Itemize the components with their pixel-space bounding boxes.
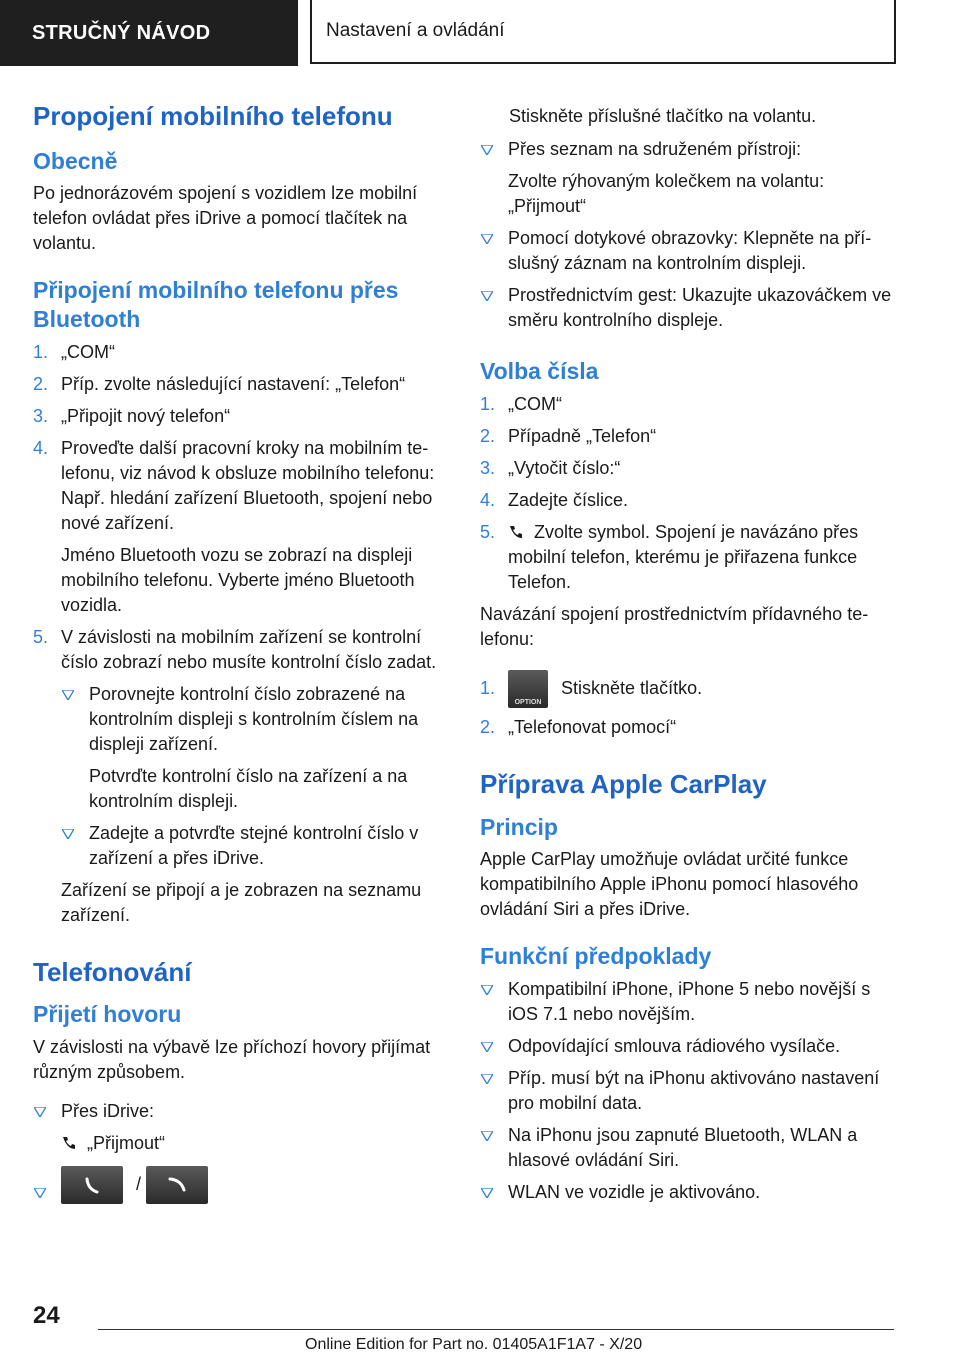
receive-paragraph: V závislosti na výbavě lze příchozí hovory přijímat různým způsobem. bbox=[33, 1037, 431, 1082]
bullet-triangle-icon bbox=[481, 291, 493, 301]
step-note: Jméno Bluetooth vozu se zobrazí na displeji mobilního telefonu. Vyberte jméno Bluetooth vozidla. bbox=[61, 544, 415, 615]
page-number: 24 bbox=[33, 1302, 60, 1329]
bullet-triangle-icon bbox=[62, 690, 74, 700]
heading-carplay: Příprava Apple CarPlay bbox=[480, 769, 767, 799]
list-item: 5. V závislosti na mobilním zařízení se kontrolní číslo zobrazí nebo musíte kontrolní číslo zadat. Porovnejte kontrolní číslo zobrazené na kontrolním displeji s kontrolním číslem na displeji zařízení. Potvrďte kontrolní číslo na zařízení a na kontrolním displeji. Zadejte a potvrďte stejné kontrolní číslo v zařízení a přes iDrive. Zařízení se připojí a je zobrazen na seznamu zařízení. bbox=[33, 625, 453, 928]
list-item: 1. OPTION Stiskněte tlačítko. bbox=[480, 668, 900, 708]
additional-steps bbox=[480, 668, 900, 740]
bullet-triangle-icon bbox=[481, 1074, 493, 1084]
requirements-list bbox=[480, 977, 900, 1205]
list-item: Prostřednictvím gest: Ukazujte ukazováčkem ve směru kontrolního displeje. bbox=[480, 283, 900, 333]
phone-icon bbox=[508, 524, 524, 540]
additional-phone-paragraph: Navázání spojení prostřednictvím přídavného telefonu: bbox=[480, 603, 869, 649]
bullet-triangle-icon bbox=[481, 1131, 493, 1141]
list-item: 3. „Vytočit číslo:“ bbox=[480, 457, 621, 478]
receive-bullets bbox=[33, 1099, 453, 1204]
bullet-triangle-icon bbox=[481, 1188, 493, 1198]
list-item: / bbox=[33, 1166, 453, 1204]
list-item: 3. „Připojit nový telefon“ bbox=[33, 405, 231, 426]
list-item: Pomocí dotykové obrazovky: Klepněte na příslušný záznam na kontrolním displeji. bbox=[480, 226, 900, 276]
list-item: 1. „COM“ bbox=[33, 341, 115, 362]
option-button-icon: OPTION bbox=[508, 670, 548, 708]
heading-phone-connection: Propojení mobilního telefonu bbox=[33, 101, 393, 131]
heading-principle: Princip bbox=[480, 813, 558, 840]
bullet-triangle-icon bbox=[34, 1107, 46, 1117]
list-item: 2. Příp. zvolte následující nastavení: „Telefon“ bbox=[33, 373, 406, 394]
list-item: Přes iDrive: „Přijmout“ bbox=[33, 1099, 453, 1156]
heading-calls: Telefonování bbox=[33, 956, 192, 987]
principle-paragraph: Apple CarPlay umožňuje ovládat určité funkce kompatibilního Apple iPhonu pomocí hlasového ovládání Siri a přes iDrive. bbox=[480, 849, 859, 920]
list-item: 4. Proveďte další pracovní kroky na mobilním telefonu, viz návod k obsluze mobilního telefonu: Např. hledání zařízení Bluetooth, spojení nebo nové zařízení. Jméno Bluetooth vozu se zobrazí na displeji mobilního telefonu. Vyberte jméno Bluetooth vozidla. bbox=[33, 436, 453, 618]
bullet-triangle-icon bbox=[481, 985, 493, 995]
right-column bbox=[480, 104, 900, 1212]
list-item: Na iPhonu jsou zapnuté Bluetooth, WLAN a hlasové ovládání Siri. bbox=[480, 1123, 900, 1173]
list-item: Přes seznam na sdruženém přístroji: Zvolte rýhovaným kolečkem na volantu: „Přijmout“ bbox=[480, 137, 900, 219]
list-item: 2. „Telefonovat pomocí“ bbox=[480, 717, 677, 737]
bullet-triangle-icon bbox=[481, 1042, 493, 1052]
accept-call-button-icon bbox=[61, 1166, 123, 1204]
phone-icon bbox=[61, 1135, 77, 1151]
receive-methods bbox=[480, 137, 900, 333]
list-item: 1. „COM“ bbox=[480, 393, 562, 414]
edition-note: Online Edition for Part no. 01405A1F1A7 - X/20 bbox=[305, 1336, 643, 1353]
list-item: 2. Případně „Telefon“ bbox=[480, 425, 657, 446]
step-bullets bbox=[61, 682, 453, 871]
list-item: Kompatibilní iPhone, iPhone 5 nebo novější s iOS 7.1 nebo novějším. bbox=[480, 977, 900, 1027]
footer-divider bbox=[98, 1329, 894, 1330]
page-header bbox=[0, 0, 960, 66]
heading-general: Obecně bbox=[33, 147, 118, 174]
list-item: Zadejte a potvrďte stejné kontrolní číslo v zařízení a přes iDrive. bbox=[61, 821, 453, 871]
heading-bluetooth: Připojení mobilního telefonu přes Bluetooth bbox=[33, 277, 399, 332]
bullet-triangle-icon bbox=[481, 234, 493, 244]
heading-requirements: Funkční předpoklady bbox=[480, 943, 712, 970]
general-paragraph: Po jednorázovém spojení s vozidlem lze mobilní telefon ovládat přes iDrive a pomocí tlačítek na volantu. bbox=[33, 183, 418, 254]
heading-dial: Volba čísla bbox=[480, 358, 599, 384]
continuation-line: Stiskněte příslušné tlačítko na volantu. bbox=[509, 106, 817, 126]
list-item: 4. Zadejte číslice. bbox=[480, 489, 629, 510]
step-note: Zařízení se připojí a je zobrazen na seznamu zařízení. bbox=[61, 879, 422, 925]
bullet-triangle-icon bbox=[34, 1188, 46, 1198]
list-item: 5. Zvolte symbol. Spojení je navázáno přes mobilní telefon, kterému je přiřazena funkce Telefon. bbox=[480, 521, 859, 592]
bullet-triangle-icon bbox=[62, 829, 74, 839]
chapter-tab: Nastavení a ovládání bbox=[310, 0, 896, 64]
list-item: Příp. musí být na iPhonu aktivováno nastavení pro mobilní data. bbox=[480, 1066, 900, 1116]
bluetooth-steps bbox=[33, 340, 453, 928]
list-item: WLAN ve vozidle je aktivováno. bbox=[480, 1180, 900, 1205]
accept-call-button-icon bbox=[146, 1166, 208, 1204]
section-tab: STRUČNÝ NÁVOD bbox=[0, 0, 298, 66]
list-item: Porovnejte kontrolní číslo zobrazené na kontrolním displeji s kontrolním číslem na displeji zařízení. Potvrďte kontrolní číslo na zařízení a na kontrolním displeji. bbox=[61, 682, 453, 814]
bullet-triangle-icon bbox=[481, 145, 493, 155]
left-column bbox=[33, 100, 453, 1211]
list-item: Odpovídající smlouva rádiového vysílače. bbox=[480, 1034, 900, 1059]
dial-steps bbox=[480, 392, 900, 595]
heading-receive: Přijetí hovoru bbox=[33, 1001, 182, 1028]
